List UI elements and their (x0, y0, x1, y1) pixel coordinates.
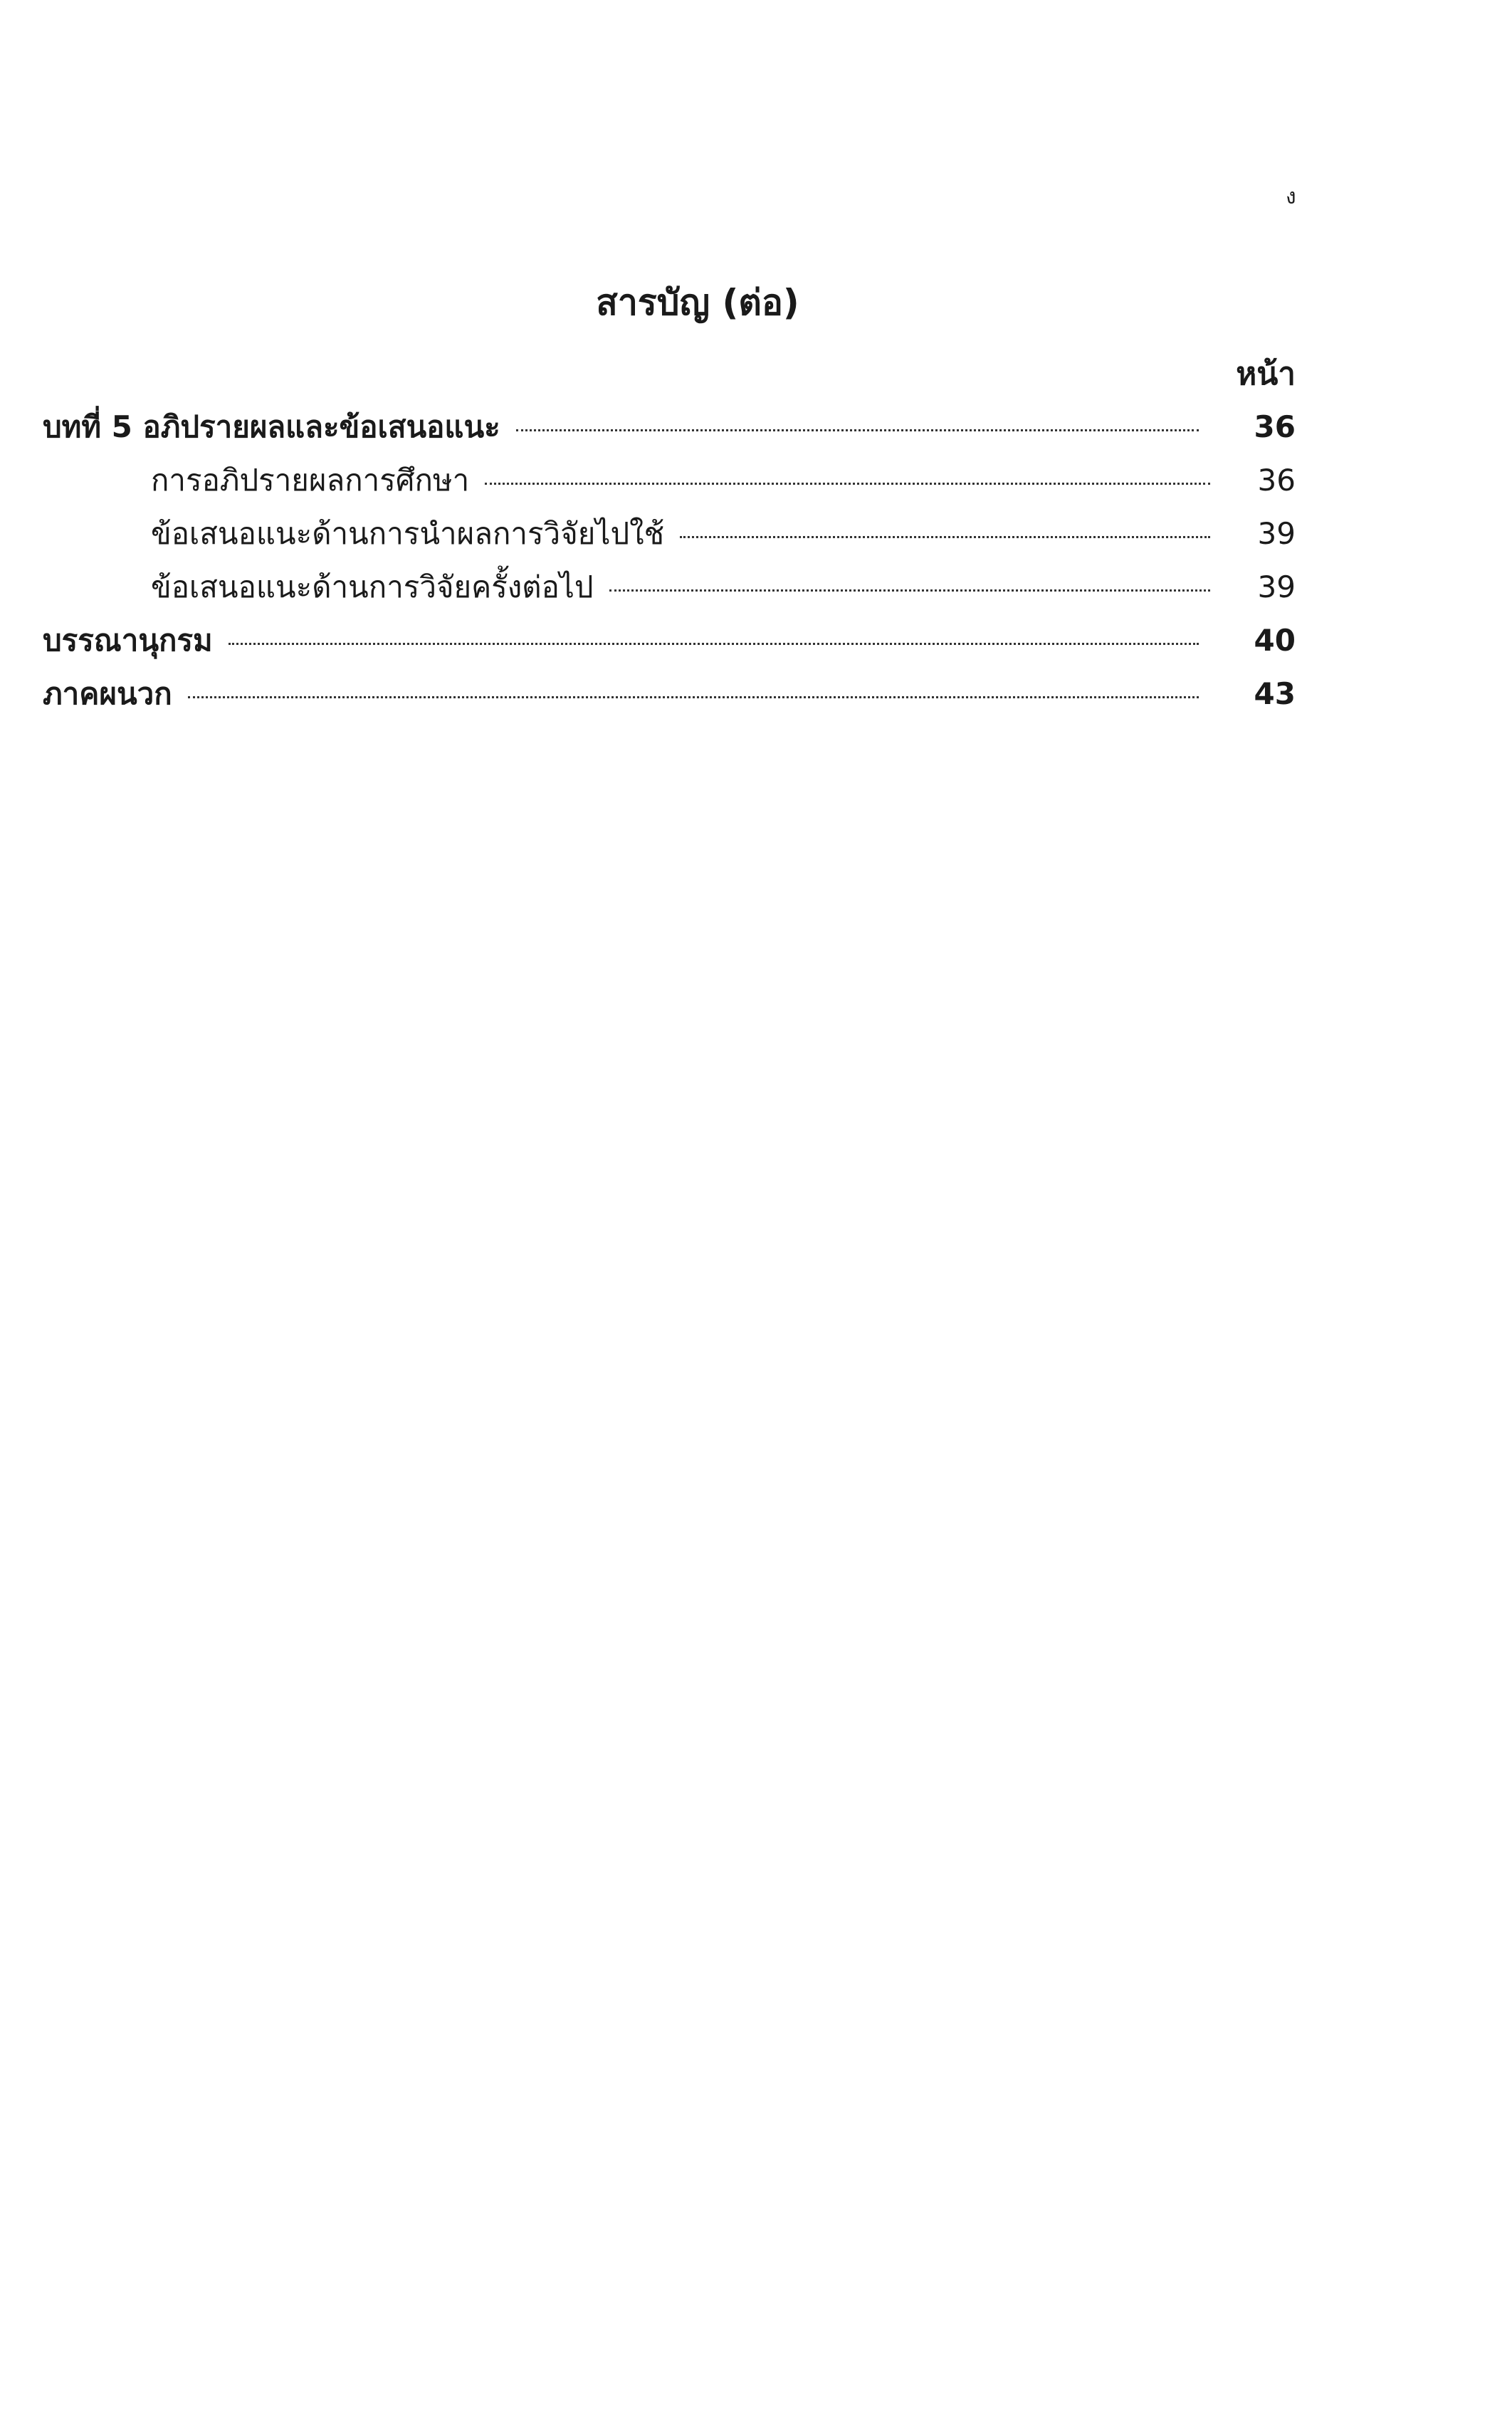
toc-entry-page: 43 (1254, 676, 1296, 711)
toc-entry-label: ข้อเสนอแนะด้านการวิจัยครั้งต่อไป (151, 569, 594, 604)
page-title: สารบัญ (ต่อ) (596, 282, 799, 323)
dot-leader (609, 589, 1210, 592)
page-column-header: หน้า (1236, 356, 1296, 392)
toc-entry-bibliography (43, 619, 1296, 662)
toc-entry-page: 36 (1254, 409, 1296, 444)
toc-entry-chapter-5 (43, 406, 1296, 448)
toc-entry-label: บทที่ 5 อภิปรายผลและข้อเสนอแนะ (43, 409, 500, 444)
toc-entry-label: บรรณานุกรม (43, 623, 213, 658)
toc-entry-page: 40 (1254, 623, 1296, 658)
toc-entry-label: การอภิปรายผลการศึกษา (151, 463, 470, 498)
dot-leader (516, 429, 1199, 431)
toc-entry-appendix (43, 673, 1296, 715)
dot-leader (485, 483, 1210, 485)
toc-entry-recommendations-application (151, 513, 1296, 555)
dot-leader (188, 696, 1199, 698)
dot-leader (680, 536, 1210, 538)
toc-entry-page: 39 (1257, 569, 1296, 604)
toc-entry-label: ภาคผนวก (43, 676, 172, 711)
toc-entry-label: ข้อเสนอแนะด้านการนำผลการวิจัยไปใช้ (151, 516, 665, 551)
toc-entry-page: 39 (1257, 516, 1296, 551)
toc-entry-page: 36 (1257, 463, 1296, 498)
page-number: ง (1286, 184, 1296, 209)
toc-entry-recommendations-future-research (151, 566, 1296, 609)
toc-entry-discussion (151, 459, 1296, 502)
dot-leader (229, 643, 1199, 645)
